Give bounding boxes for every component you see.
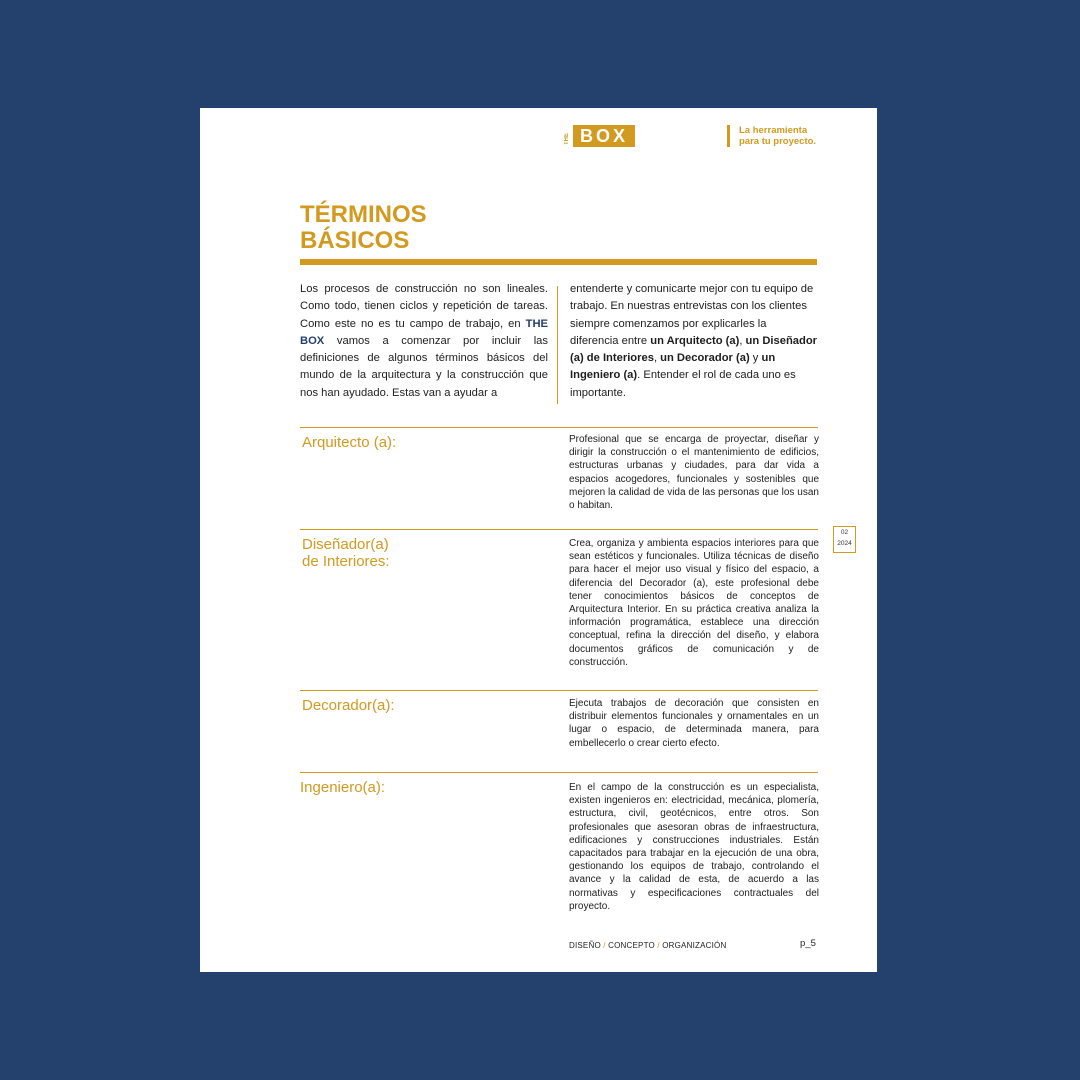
definition-decorador: Ejecuta trabajos de decoración que consisten en distribuir elementos funcionales y ornamentales en un lugar o espacio, de determinada manera, para embellecerlo o crear cierto efecto. [569,698,819,749]
term-divider [300,529,818,530]
intro-paragraph-left [300,281,548,402]
term-decorador: Decorador(a): [302,697,395,714]
title-underline [300,259,817,265]
term-divider [300,427,818,428]
term-disenador-line-2: de Interiores: [302,553,390,570]
term-disenador [302,536,390,570]
bold-decorador: un Decorador (a) [660,352,750,365]
intro-sep-1: , [739,334,746,347]
logo-box-text: BOX [573,125,635,147]
intro-sep-2: , [653,352,661,365]
bold-arquitecto: un Arquitecto (a) [650,334,740,347]
footer-section-nav [569,941,726,950]
bold-ingeniero: un Ingeniero (a) [570,352,776,382]
term-arquitecto: Arquitecto (a): [302,434,397,451]
term-divider [300,772,818,773]
footer-item-organizacion: ORGANIZACIÓN [662,941,727,950]
intro-column-divider [557,286,558,404]
page-title [300,202,427,254]
intro-paragraph-right [570,281,818,402]
page-number: p_5 [800,938,816,949]
tagline-line-2: para tu proyecto. [739,136,817,147]
bold-disenador: un Diseñador (a) de Interiores [570,334,818,365]
term-ingeniero: Ingeniero(a): [300,779,386,796]
intro-left-text-1: Los procesos de construcción no son lineales. Como todo, tienen ciclos y repetición de tareas. Como este no es tu campo de trabajo, en [300,283,548,330]
footer-separator: / [600,941,609,950]
issue-number: 02 [840,529,849,536]
intro-right-text-2: . Entender el rol de cada uno es importante. [570,369,796,399]
intro-right-text-1: entenderte y comunicarte mejor con tu equipo de trabajo. En nuestras entrevistas con los clientes siempre comenzamos por explicarles la diferencia entre [570,283,814,347]
footer-item-concepto: CONCEPTO [608,941,655,950]
the-box-logo [564,125,644,147]
intro-left-text-2: vamos a comenzar por incluir las definiciones de algunos términos básicos del mundo de la arquitectura y la construcción que nos han ayudado. Estas van a ayudar a [300,334,548,399]
title-line-2: BÁSICOS [300,227,410,254]
term-divider [300,690,818,691]
term-disenador-line-1: Diseñador(a) [302,536,389,553]
intro-sep-3: y [749,352,762,365]
tagline [727,125,816,147]
footer-item-diseno: DISEÑO [569,941,601,950]
logo-the-text: THE [564,133,570,145]
definition-disenador: Crea, organiza y ambienta espacios interiores para que sean estéticos y funcionales. Utiliza técnicas de diseño para hacer el mejor uso visual y físico del espacio, a diferencia del Decorador (a), este profesional debe tener conocimientos básicos de conceptos de Arquitectura Interior. En su práctica creativa analiza la información programática, establece una dirección conceptual, refina la dirección del diseño, y elabora documentos gráficos de comunicación y de construcción. [569,538,819,668]
brand-name: THE BOX [300,317,548,347]
definition-ingeniero: En el campo de la construcción es un especialista, existen ingenieros en: electricidad, mecánica, plomería, estructura, civil, geotécnicos, entre otros. Son profesionales que asesoran obras de infraestructura, edificaciones y construcciones industriales. Están capacitados para trabajar en la ejecución de una obra, gestionando los equipos de trabajo, controlando el avance y la calidad de esta, de acuerdo a las normativas y especificaciones contractuales del proyecto. [569,782,819,912]
footer-separator: / [654,941,663,950]
definition-arquitecto: Profesional que se encarga de proyectar, diseñar y dirigir la construcción o el mantenimiento de edificios, estructuras urbanas y ciudades, para dar vida a espacios acogedores, funcionales y sostenibles que mejoren la calidad de vida de las personas que los usan o habitan. [569,434,819,512]
issue-badge [833,526,856,553]
title-line-1: TÉRMINOS [300,201,427,228]
issue-year: 2024 [837,540,852,547]
tagline-line-1: La herramienta [739,125,808,136]
document-page [200,108,877,972]
